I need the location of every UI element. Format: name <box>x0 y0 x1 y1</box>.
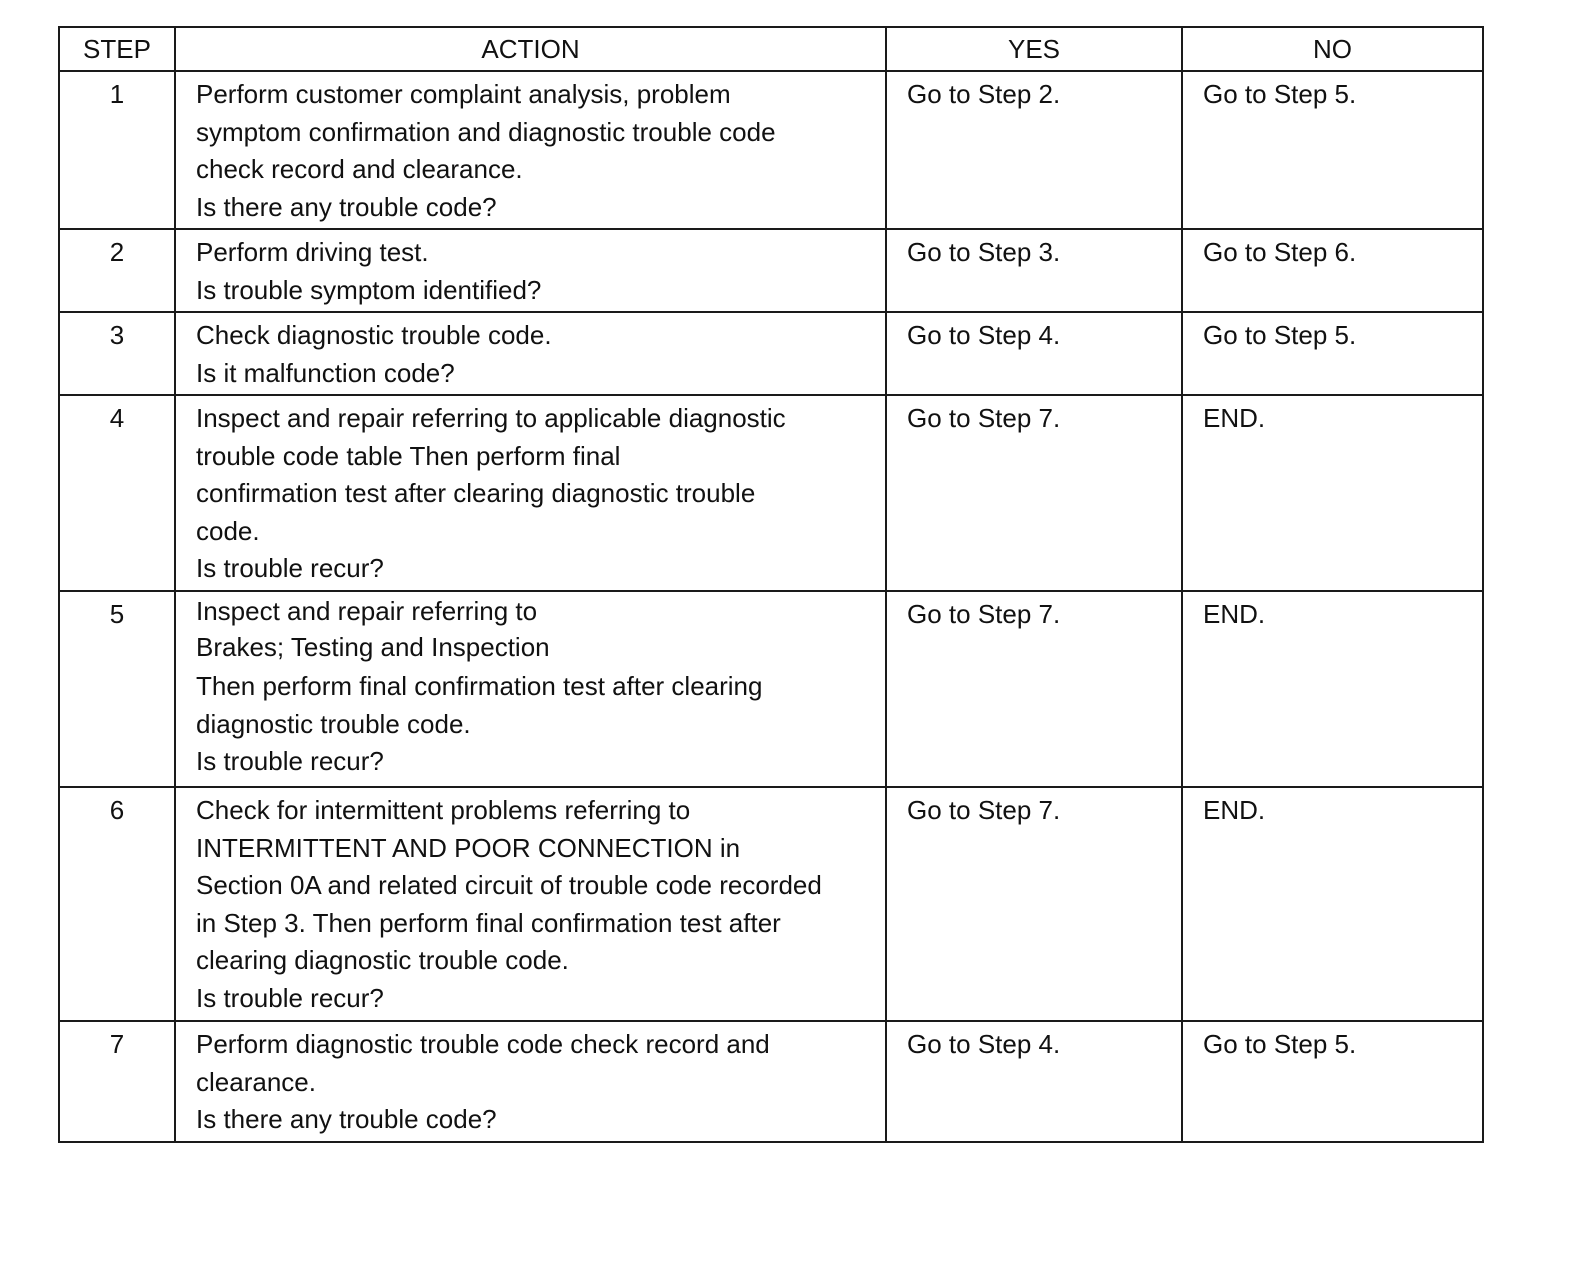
yes-cell: Go to Step 7. <box>886 395 1182 591</box>
action-cell <box>175 787 886 1021</box>
action-reference: Brakes; Testing and Inspection <box>196 632 550 662</box>
yes-cell: Go to Step 4. <box>886 1021 1182 1142</box>
action-cell <box>175 591 886 787</box>
no-cell: Go to Step 6. <box>1182 229 1483 312</box>
action-line: trouble code table Then perform final <box>196 440 621 471</box>
action-line: code. <box>196 515 260 546</box>
yes-cell: Go to Step 2. <box>886 71 1182 229</box>
step-number: 7 <box>59 1021 175 1142</box>
action-cell <box>175 229 886 312</box>
header-yes: YES <box>886 27 1182 71</box>
table-row <box>59 787 1483 1021</box>
action-line: clearance. <box>196 1066 316 1097</box>
step-number: 6 <box>59 787 175 1021</box>
yes-cell: Go to Step 7. <box>886 591 1182 787</box>
action-cell <box>175 312 886 395</box>
step-number: 1 <box>59 71 175 229</box>
action-line: diagnostic trouble code. <box>196 708 471 739</box>
step-number: 4 <box>59 395 175 591</box>
table-row <box>59 1021 1483 1142</box>
header-row <box>59 27 1483 71</box>
action-line: INTERMITTENT AND POOR CONNECTION in <box>196 832 741 863</box>
action-line: Is it malfunction code? <box>196 357 455 388</box>
header-step: STEP <box>59 27 175 71</box>
action-line: Is there any trouble code? <box>196 191 497 222</box>
no-cell: Go to Step 5. <box>1182 1021 1483 1142</box>
action-line: Inspect and repair referring to <box>196 596 538 626</box>
action-line: Perform driving test. <box>196 237 429 267</box>
action-line: Then perform final confirmation test after clearing <box>196 671 763 701</box>
action-line: Section 0A and related circuit of trouble code recorded <box>196 870 822 900</box>
action-line: confirmation test after clearing diagnostic trouble <box>196 478 756 508</box>
action-cell <box>175 1021 886 1142</box>
no-cell: Go to Step 5. <box>1182 71 1483 229</box>
action-line: Is trouble recur? <box>196 746 384 776</box>
yes-cell: Go to Step 3. <box>886 229 1182 312</box>
table-row <box>59 229 1483 312</box>
action-line: check record and clearance. <box>196 154 523 184</box>
action-cell <box>175 71 886 229</box>
no-cell: END. <box>1182 591 1483 787</box>
yes-cell: Go to Step 7. <box>886 787 1182 1021</box>
table-row <box>59 591 1483 787</box>
action-cell <box>175 395 886 591</box>
step-number: 2 <box>59 229 175 312</box>
step-number: 3 <box>59 312 175 395</box>
table-row <box>59 312 1483 395</box>
diagnostic-flow-table <box>58 26 1484 1143</box>
action-line: Is there any trouble code? <box>196 1104 497 1134</box>
action-line: Perform customer complaint analysis, problem <box>196 79 731 109</box>
header-no: NO <box>1182 27 1483 71</box>
no-cell: END. <box>1182 395 1483 591</box>
action-line: Check for intermittent problems referring to <box>196 795 691 825</box>
yes-cell: Go to Step 4. <box>886 312 1182 395</box>
action-line: Perform diagnostic trouble code check record and <box>196 1029 770 1059</box>
action-line: Inspect and repair referring to applicable diagnostic <box>196 403 786 433</box>
action-line: Is trouble recur? <box>196 553 384 583</box>
action-line: Check diagnostic trouble code. <box>196 320 552 350</box>
table-row <box>59 71 1483 229</box>
no-cell: END. <box>1182 787 1483 1021</box>
action-line: in Step 3. Then perform final confirmation test after <box>196 907 781 938</box>
step-number: 5 <box>59 591 175 787</box>
action-line: clearing diagnostic trouble code. <box>196 945 569 975</box>
action-line: Is trouble recur? <box>196 982 384 1013</box>
table-row <box>59 395 1483 591</box>
header-action: ACTION <box>175 27 886 71</box>
action-line: Is trouble symptom identified? <box>196 274 542 305</box>
no-cell: Go to Step 5. <box>1182 312 1483 395</box>
action-line: symptom confirmation and diagnostic trouble code <box>196 116 776 147</box>
